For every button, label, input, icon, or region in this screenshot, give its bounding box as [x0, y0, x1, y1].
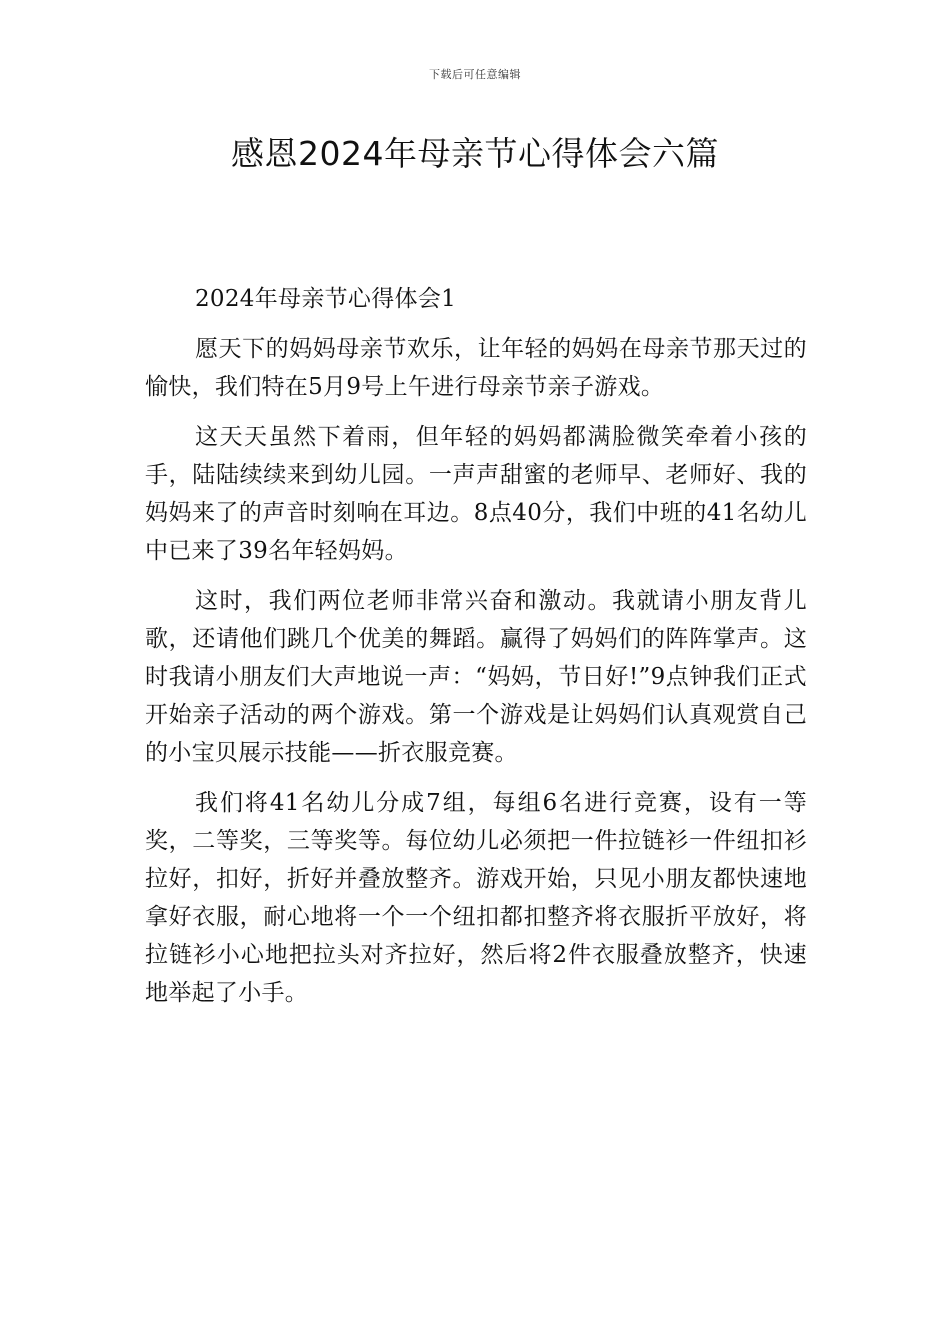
header-note: 下载后可任意编辑 — [429, 68, 521, 81]
paragraph-4: 我们将41名幼儿分成7组，每组6名进行竞赛，设有一等奖，二等奖，三等奖等。每位幼儿必须把一件拉链衫一件纽扣衫拉好，扣好，折好并叠放整齐。游戏开始，只见小朋友都快速地拿好衣服，耐心地将一个一个纽扣都扣整齐将衣服折平放好，将拉链衫小心地把拉头对齐拉好，然后将2件衣服叠放整齐，快速地举起了小手。 — [145, 790, 807, 1006]
paragraph-3: 这时，我们两位老师非常兴奋和激动。我就请小朋友背儿歌，还请他们跳几个优美的舞蹈。赢得了妈妈们的阵阵掌声。这时我请小朋友们大声地说一声：“妈妈，节日好!”9点钟我们正式开始亲子活动的两个游戏。第一个游戏是让妈妈们认真观赏自己的小宝贝展示技能——折衣服竞赛。 — [145, 588, 807, 766]
document-body — [145, 280, 807, 1024]
document-title: 感恩2024年母亲节心得体会六篇 — [231, 134, 719, 173]
paragraph-2: 这天天虽然下着雨，但年轻的妈妈都满脸微笑牵着小孩的手，陆陆续续来到幼儿园。一声声甜蜜的老师早、老师好、我的妈妈来了的声音时刻响在耳边。8点40分，我们中班的41名幼儿中已来了39名年轻妈妈。 — [145, 424, 807, 564]
section-heading: 2024年母亲节心得体会1 — [195, 286, 457, 312]
paragraph-1: 愿天下的妈妈母亲节欢乐，让年轻的妈妈在母亲节那天过的愉快，我们特在5月9号上午进行母亲节亲子游戏。 — [145, 336, 807, 400]
